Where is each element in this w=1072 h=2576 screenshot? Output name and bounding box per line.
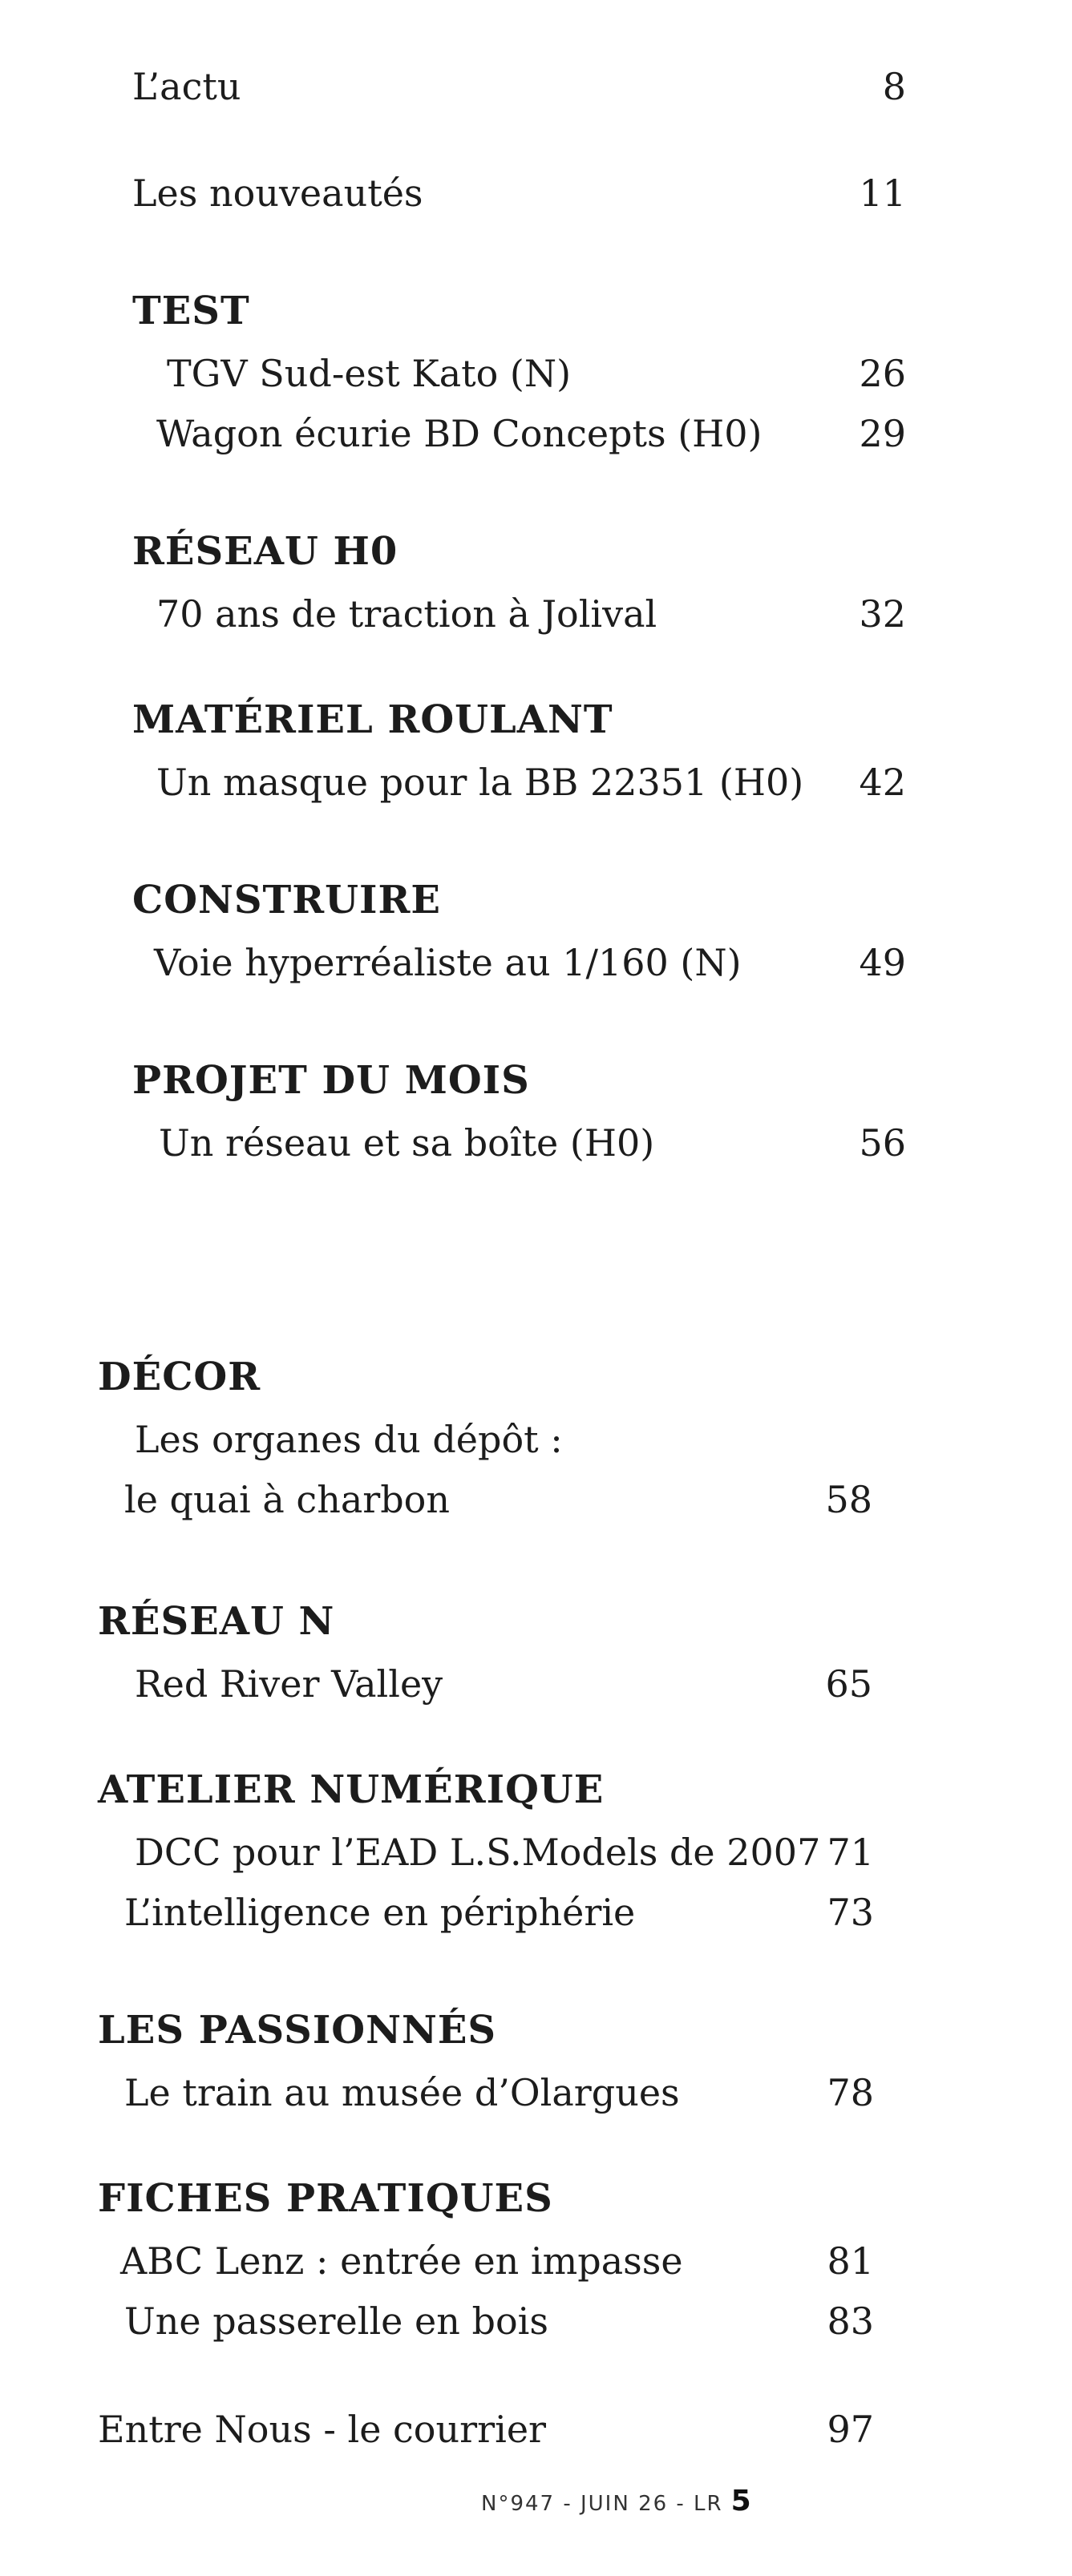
- toc-entry-olargues-title: Le train au musée d’Olargues: [124, 2071, 680, 2114]
- section-heading-reseau-n: RÉSEAU N: [98, 1599, 335, 1644]
- toc-entry-red-river-page: 65: [825, 1662, 872, 1706]
- section-heading-fiches-pratiques: FICHES PRATIQUES: [98, 2176, 553, 2221]
- toc-entry-wagon-page: 29: [859, 412, 906, 455]
- section-heading-projet-du-mois: PROJET DU MOIS: [132, 1058, 530, 1103]
- section-heading-materiel-roulant: MATÉRIEL ROULANT: [132, 697, 613, 742]
- footer-issue: N°947 - JUIN 26 - LR: [481, 2492, 723, 2516]
- toc-entry-organes-title-line2: le quai à charbon: [124, 1478, 451, 1521]
- toc-entry-voie-title: Voie hyperréaliste au 1/160 (N): [154, 941, 742, 984]
- toc-entry-tgv-title: TGV Sud-est Kato (N): [167, 352, 572, 395]
- section-heading-decor: DÉCOR: [98, 1355, 261, 1399]
- toc-entry-voie-page: 49: [859, 941, 906, 984]
- toc-entry-courrier-title: Entre Nous - le courrier: [98, 2408, 547, 2451]
- section-heading-construire: CONSTRUIRE: [132, 878, 441, 923]
- toc-entry-jolival-title: 70 ans de traction à Jolival: [156, 592, 657, 636]
- section-heading-reseau-h0: RÉSEAU H0: [132, 529, 398, 574]
- toc-entry-jolival-page: 32: [859, 592, 906, 636]
- page-footer: [481, 2485, 751, 2517]
- toc-entry-boite-title: Un réseau et sa boîte (H0): [159, 1121, 655, 1165]
- section-heading-les-passionnes: LES PASSIONNÉS: [98, 2008, 497, 2053]
- toc-entry-masque-title: Un masque pour la BB 22351 (H0): [156, 761, 804, 804]
- toc-entry-intelligence-title: L’intelligence en périphérie: [124, 1891, 636, 1934]
- toc-entry-tgv-page: 26: [859, 352, 906, 395]
- toc-entry-dcc-title: DCC pour l’EAD L.S.Models de 2007: [135, 1831, 821, 1874]
- toc-entry-intelligence-page: 73: [827, 1891, 874, 1934]
- toc-entry-passerelle-page: 83: [827, 2299, 874, 2343]
- toc-entry-courrier-page: 97: [827, 2408, 874, 2451]
- toc-entry-nouveautes-page: 11: [859, 172, 906, 215]
- toc-entry-red-river-title: Red River Valley: [135, 1662, 443, 1706]
- section-heading-test: TEST: [132, 289, 250, 333]
- toc-entry-nouveautes-title: Les nouveautés: [132, 172, 423, 215]
- toc-entry-actu-title: L’actu: [132, 65, 241, 108]
- toc-entry-lenz-title: ABC Lenz : entrée en impasse: [120, 2239, 683, 2283]
- toc-entry-passerelle-title: Une passerelle en bois: [124, 2299, 548, 2343]
- toc-entry-olargues-page: 78: [827, 2071, 874, 2114]
- toc-entry-boite-page: 56: [859, 1121, 906, 1165]
- toc-entry-lenz-page: 81: [827, 2239, 874, 2283]
- toc-entry-actu-page: 8: [882, 65, 906, 108]
- footer-page-number: 5: [730, 2485, 751, 2517]
- toc-entry-dcc-page: 71: [827, 1831, 874, 1874]
- toc-entry-wagon-title: Wagon écurie BD Concepts (H0): [156, 412, 763, 455]
- toc-entry-organes-page: 58: [825, 1478, 872, 1521]
- toc-entry-organes-title-line1: Les organes du dépôt :: [135, 1418, 563, 1461]
- toc-entry-masque-page: 42: [859, 761, 906, 804]
- section-heading-atelier-numerique: ATELIER NUMÉRIQUE: [98, 1767, 605, 1812]
